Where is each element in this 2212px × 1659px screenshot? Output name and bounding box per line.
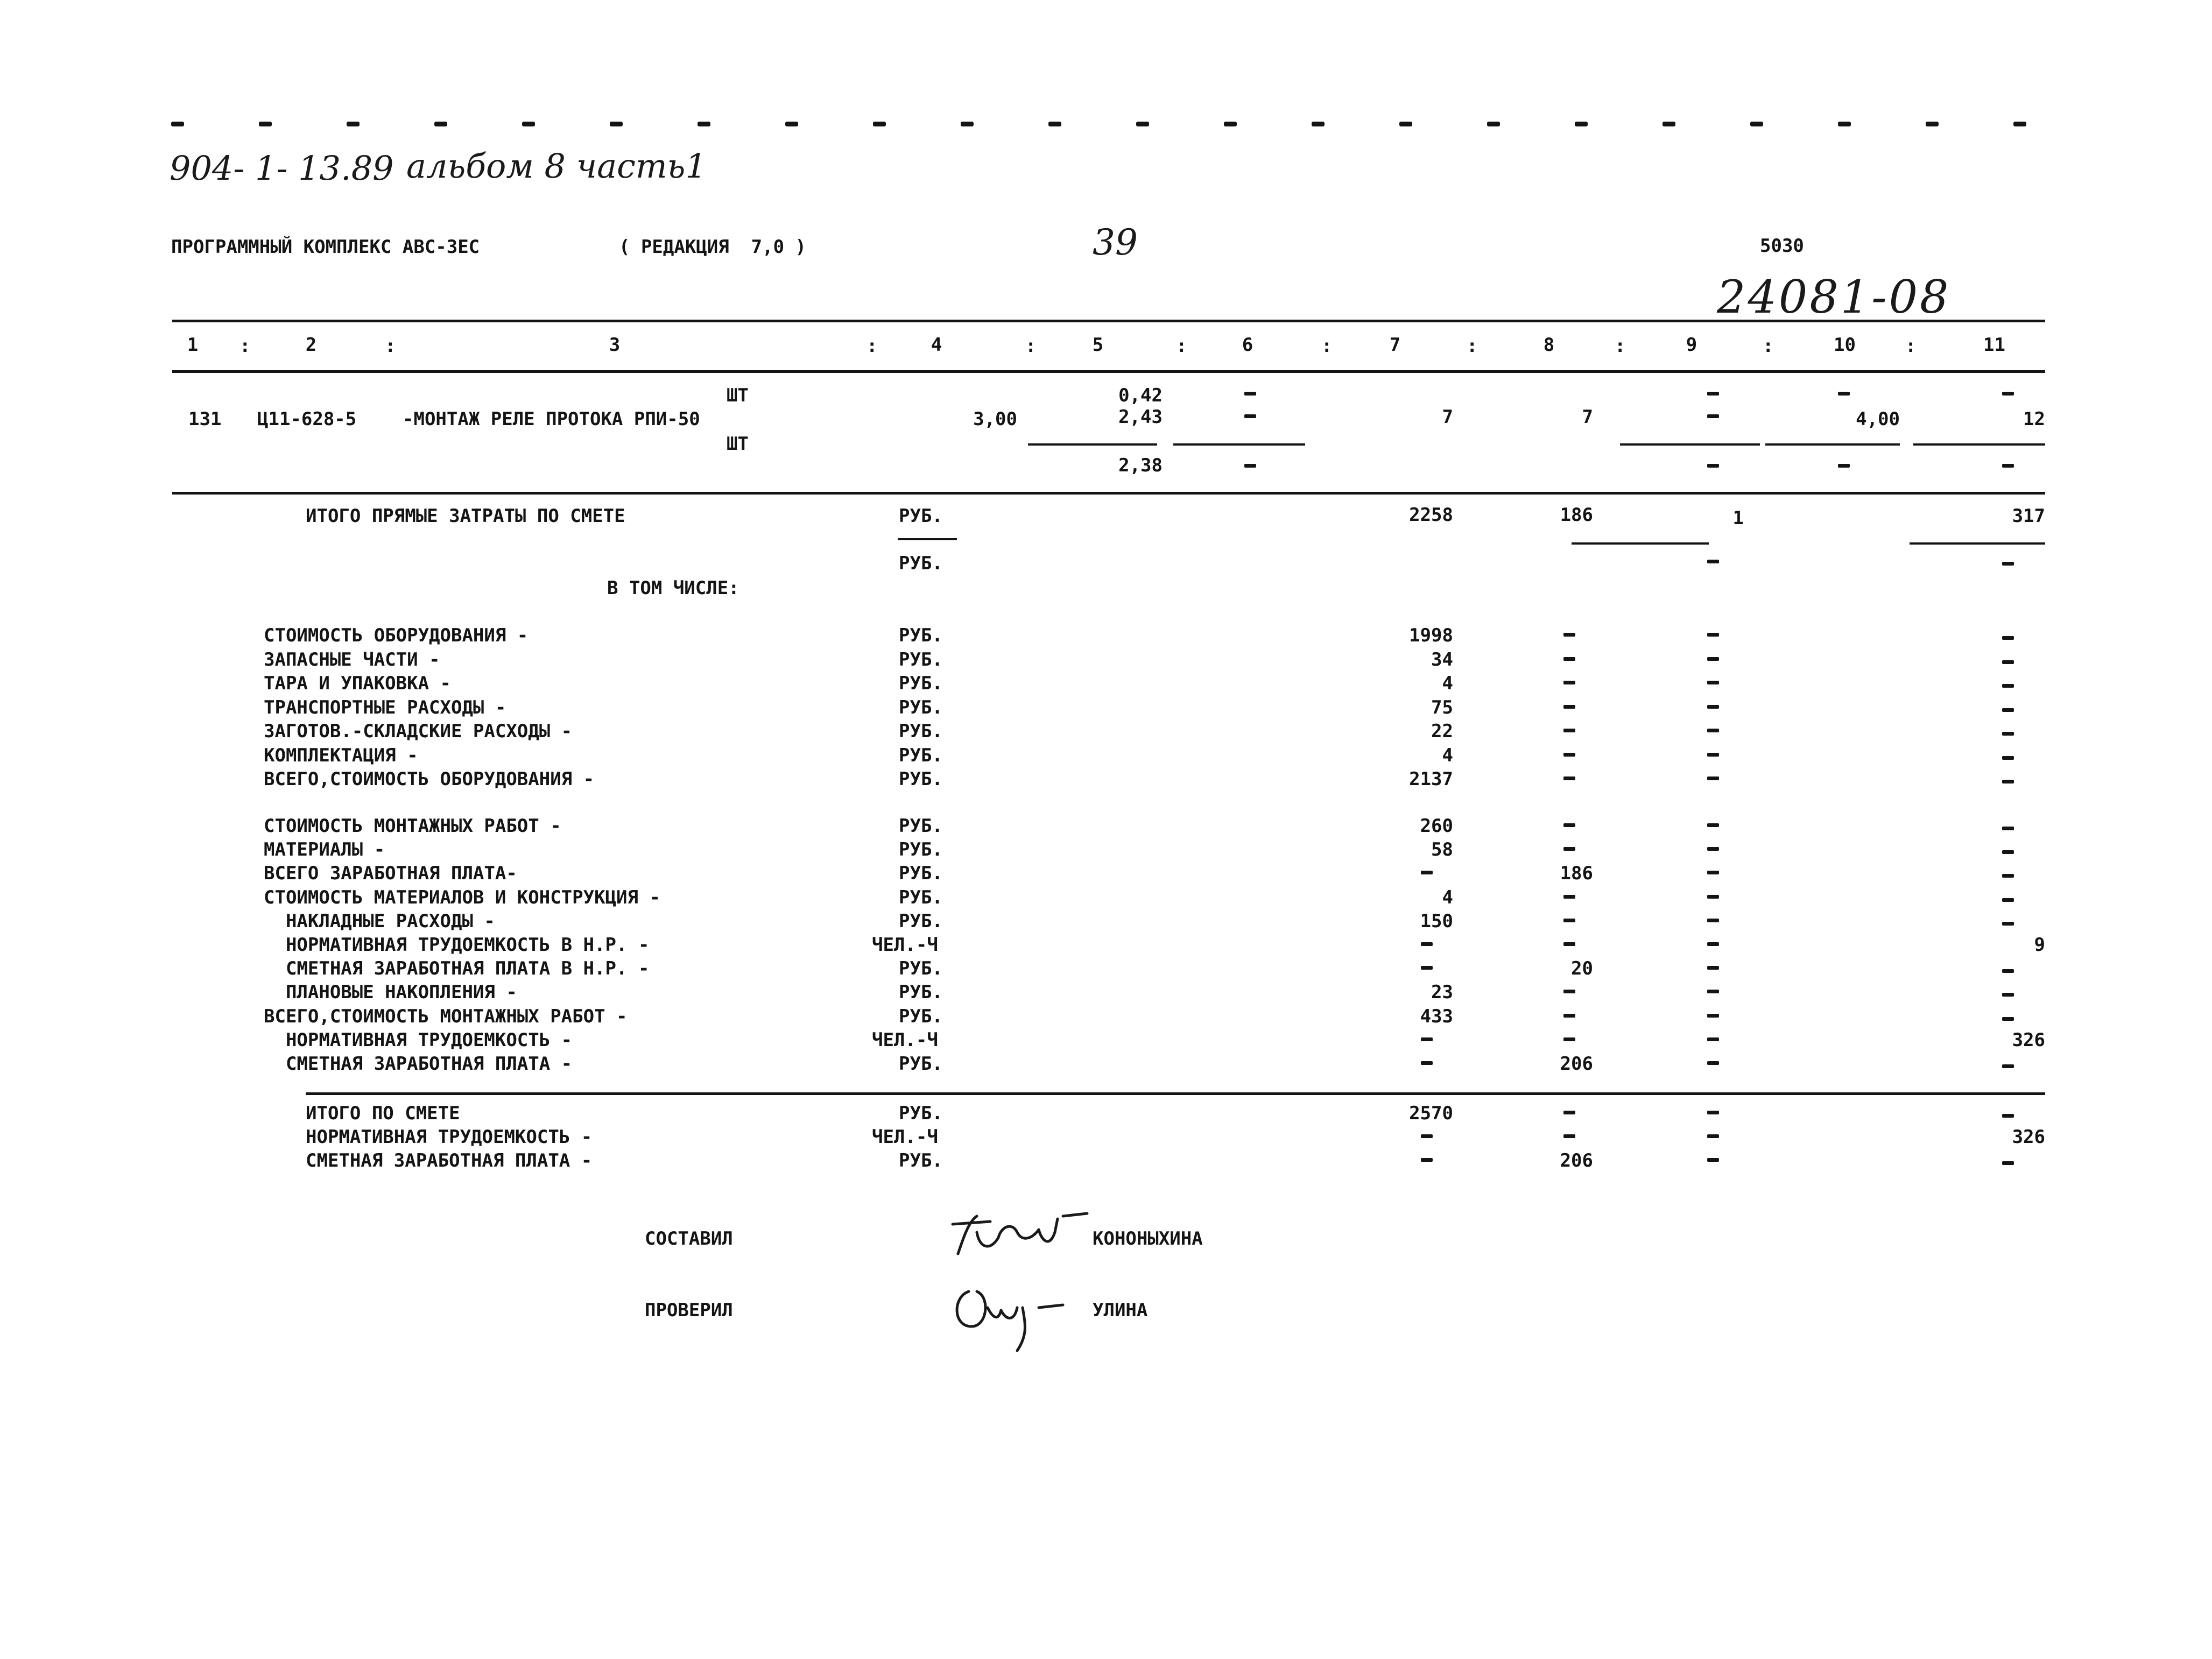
top-dash <box>1399 122 1412 126</box>
row-c9-dash <box>1707 681 1719 684</box>
row-c9-dash <box>1707 657 1719 661</box>
item-c10-dash <box>1838 392 1850 396</box>
row-unit: РУБ. <box>899 768 943 790</box>
top-dash <box>785 122 798 126</box>
row-c11-dash <box>2002 732 2014 736</box>
row-label: ИТОГО ПО СМЕТЕ <box>306 1103 460 1124</box>
row-c7: 23 <box>1431 982 1453 1004</box>
item-c5-mid: 2,43 <box>1118 406 1163 428</box>
handwritten-page-number: 39 <box>1093 222 1138 263</box>
row-c9-dash <box>1707 966 1719 970</box>
row-c8: 20 <box>1571 958 1593 980</box>
row-label: ТАРА И УПАКОВКА - <box>264 673 451 694</box>
including-label: В ТОМ ЧИСЛЕ: <box>607 577 739 599</box>
item-qty: 3,00 <box>973 408 1017 430</box>
row-c11-dash <box>2002 827 2014 830</box>
row-label: СТОИМОСТЬ МОНТАЖНЫХ РАБОТ - <box>264 815 561 837</box>
row-c8-dash <box>1563 633 1575 637</box>
row-unit: РУБ. <box>899 696 943 718</box>
section-rule-1 <box>172 492 2045 495</box>
row-label: ТРАНСПОРТНЫЕ РАСХОДЫ - <box>264 696 506 718</box>
top-dash <box>2013 122 2026 126</box>
row-c7-dash <box>1421 942 1433 946</box>
row-c11-dash <box>2002 660 2014 664</box>
row-c8-dash <box>1563 776 1575 780</box>
top-dash <box>1662 122 1675 126</box>
top-dash <box>347 122 360 126</box>
top-dash <box>698 122 710 126</box>
header-bottom-rule <box>172 370 2045 373</box>
top-dash <box>1575 122 1588 126</box>
direct-costs-c7: 2258 <box>1409 504 1453 526</box>
row-unit: РУБ. <box>899 839 943 861</box>
row-label: СМЕТНАЯ ЗАРАБОТНАЯ ПЛАТА В Н.Р. - <box>264 958 650 980</box>
column-header-3: 3 <box>609 334 621 356</box>
column-separator: : <box>385 335 396 357</box>
item-c10-dash <box>1838 464 1850 468</box>
row-unit: РУБ. <box>899 910 943 932</box>
row-unit: РУБ. <box>899 721 943 742</box>
row-c9-dash <box>1707 1037 1719 1041</box>
top-dash <box>873 122 886 126</box>
row-c11-dash <box>2002 708 2014 712</box>
row-c7: 433 <box>1420 1005 1453 1027</box>
item-c9-rule <box>1620 443 1760 446</box>
direct-costs-c8: 186 <box>1560 504 1593 526</box>
top-dash <box>434 122 447 126</box>
column-header-1: 1 <box>187 334 199 356</box>
row-label: ПЛАНОВЫЕ НАКОПЛЕНИЯ - <box>264 982 517 1004</box>
row-c8-dash <box>1563 942 1575 946</box>
column-separator: : <box>1763 335 1774 357</box>
row-label: НОРМАТИВНАЯ ТРУДОЕМКОСТЬ - <box>264 1029 573 1051</box>
row-c8-dash <box>1563 823 1575 827</box>
row-c9-dash <box>1707 753 1719 757</box>
row-c7: 58 <box>1431 839 1453 861</box>
top-dash <box>1224 122 1237 126</box>
item-c9-dash <box>1707 464 1719 468</box>
row-c11: 326 <box>2012 1126 2045 1148</box>
row-c9-dash <box>1707 1134 1719 1138</box>
item-code: Ц11-628-5 <box>257 408 357 430</box>
row-c11-dash <box>2002 1161 2014 1165</box>
top-dash <box>1838 122 1851 126</box>
item-name: -МОНТАЖ РЕЛЕ ПРОТОКА РПИ-50 <box>403 408 700 430</box>
row-c7: 4 <box>1442 886 1453 908</box>
row-c9-dash <box>1707 729 1719 732</box>
item-c5-bottom: 2,38 <box>1118 455 1163 476</box>
row-c11: 9 <box>2034 934 2045 956</box>
row-unit: РУБ. <box>899 958 943 980</box>
row-c9-dash <box>1707 990 1719 993</box>
row-c8-dash <box>1563 990 1575 993</box>
row-c7: 2137 <box>1409 768 1453 790</box>
row-c11-dash <box>2002 636 2014 640</box>
row-c11-dash <box>2002 993 2014 997</box>
row-unit: РУБ. <box>899 1150 943 1171</box>
row-unit: РУБ. <box>899 886 943 908</box>
row-c9-dash <box>1707 871 1719 874</box>
direct-costs-c8-rule <box>1572 542 1709 545</box>
row-c8-dash <box>1563 705 1575 709</box>
item-unit-top: ШТ <box>727 385 749 406</box>
row-unit: РУБ. <box>899 673 943 694</box>
item-c9-dash <box>1707 414 1719 418</box>
top-dash <box>1926 122 1939 126</box>
row-c8-dash <box>1563 1014 1575 1018</box>
row-unit: РУБ. <box>899 1103 943 1124</box>
row-label: СТОИМОСТЬ ОБОРУДОВАНИЯ - <box>264 625 529 646</box>
item-c10-rule <box>1765 443 1900 446</box>
handwritten-album-ref: 904- 1- 13.89 <box>170 149 394 188</box>
row-c9-dash <box>1707 1111 1719 1114</box>
row-c11-dash <box>2002 1017 2014 1021</box>
row-unit: РУБ. <box>899 1053 943 1075</box>
item-number: 131 <box>188 408 222 430</box>
column-separator: : <box>1176 335 1187 357</box>
top-dash <box>1487 122 1500 126</box>
row-unit: ЧЕЛ.-Ч <box>872 1126 938 1148</box>
column-header-11: 11 <box>1983 334 2005 356</box>
top-dash <box>1048 122 1061 126</box>
item-c6-rule <box>1173 443 1305 446</box>
row-unit: РУБ. <box>899 744 943 766</box>
direct-costs-unit2: РУБ. <box>899 553 943 574</box>
column-header-6: 6 <box>1242 334 1253 356</box>
direct-costs-c11-rule <box>1910 542 2045 545</box>
totals-rule <box>306 1092 2045 1095</box>
item-c7: 7 <box>1442 406 1453 428</box>
row-c8: 206 <box>1560 1150 1593 1171</box>
handwritten-album-note: альбом 8 часть1 <box>406 146 707 186</box>
row-c8-dash <box>1563 1037 1575 1041</box>
row-c9-dash <box>1707 1158 1719 1162</box>
row-label: ЗАПАСНЫЕ ЧАСТИ - <box>264 648 440 670</box>
item-c5-rule <box>1028 443 1157 446</box>
row-c11-dash <box>2002 969 2014 973</box>
item-c6-dash <box>1244 392 1256 396</box>
row-label: КОМПЛЕКТАЦИЯ - <box>264 744 418 766</box>
direct-costs-c11: 317 <box>2012 505 2045 527</box>
top-dash <box>522 122 535 126</box>
program-title: ПРОГРАММНЫЙ КОМПЛЕКС АВС-3ЕС <box>171 236 480 258</box>
row-c8-dash <box>1563 657 1575 661</box>
row-c11-dash <box>2002 874 2014 878</box>
row-c9-dash <box>1707 919 1719 922</box>
row-c11-dash <box>2002 780 2014 783</box>
row-unit: РУБ. <box>899 648 943 670</box>
item-c10: 4,00 <box>1856 408 1900 430</box>
row-c8-dash <box>1563 681 1575 684</box>
row-c7-dash <box>1421 1061 1433 1065</box>
item-c6-dash <box>1244 464 1256 468</box>
row-unit: РУБ. <box>899 815 943 837</box>
row-label: СМЕТНАЯ ЗАРАБОТНАЯ ПЛАТА - <box>264 1053 573 1075</box>
row-c11-dash <box>2002 922 2014 926</box>
row-label: НОРМАТИВНАЯ ТРУДОЕМКОСТЬ В Н.Р. - <box>264 934 650 956</box>
row-c7: 150 <box>1420 910 1453 932</box>
row-c7: 4 <box>1442 673 1453 694</box>
row-c11-dash <box>2002 684 2014 688</box>
column-header-5: 5 <box>1092 334 1104 356</box>
row-unit: РУБ. <box>899 1005 943 1027</box>
row-label: ВСЕГО ЗАРАБОТНАЯ ПЛАТА- <box>264 863 517 885</box>
row-c9-dash <box>1707 776 1719 780</box>
column-separator: : <box>1467 335 1478 357</box>
column-separator: : <box>1615 335 1626 357</box>
top-dash <box>259 122 272 126</box>
row-unit: ЧЕЛ.-Ч <box>872 1029 938 1051</box>
row-label: НОРМАТИВНАЯ ТРУДОЕМКОСТЬ - <box>306 1126 593 1148</box>
item-c8: 7 <box>1582 406 1593 428</box>
handwritten-doc-number: 24081-08 <box>1717 271 1951 323</box>
row-c9-dash <box>1707 1061 1719 1065</box>
top-dash <box>1312 122 1325 126</box>
row-c11-dash <box>2002 1064 2014 1068</box>
doc-code: 5030 <box>1760 235 1804 257</box>
row-c7: 1998 <box>1409 625 1453 646</box>
row-c9-dash <box>1707 705 1719 709</box>
row-unit: РУБ. <box>899 863 943 885</box>
row-c9-dash <box>1707 823 1719 827</box>
row-c7-dash <box>1421 966 1433 970</box>
column-separator: : <box>867 335 878 357</box>
compiled-signature <box>947 1200 1093 1270</box>
row-c8: 206 <box>1560 1053 1593 1075</box>
compiled-name: КОНОНЫХИНА <box>1093 1228 1203 1249</box>
column-header-10: 10 <box>1834 334 1856 356</box>
row-c7-dash <box>1421 1037 1433 1041</box>
item-c5-top: 0,42 <box>1118 385 1163 406</box>
row-c7: 22 <box>1431 721 1453 742</box>
row-c7: 4 <box>1442 744 1453 766</box>
row-c11-dash <box>2002 756 2014 760</box>
checked-label: ПРОВЕРИЛ <box>645 1300 733 1321</box>
row-c11-dash <box>2002 1114 2014 1118</box>
row-c9-dash <box>1707 633 1719 637</box>
row-c8-dash <box>1563 1134 1575 1138</box>
item-c11-rule <box>1913 443 2045 446</box>
direct-costs-unit-rule <box>898 538 957 540</box>
column-separator: : <box>239 335 251 357</box>
row-label: ВСЕГО,СТОИМОСТЬ ОБОРУДОВАНИЯ - <box>264 768 595 790</box>
row-c7: 34 <box>1431 648 1453 670</box>
row-c8-dash <box>1563 1111 1575 1114</box>
row-unit: РУБ. <box>899 982 943 1004</box>
row-label: СТОИМОСТЬ МАТЕРИАЛОВ И КОНСТРУКЦИЯ - <box>264 886 660 908</box>
row-label: ВСЕГО,СТОИМОСТЬ МОНТАЖНЫХ РАБОТ - <box>264 1005 628 1027</box>
checked-signature <box>947 1275 1087 1356</box>
top-dash <box>1750 122 1763 126</box>
direct-costs-c9: 1 <box>1732 507 1744 529</box>
item-c11: 12 <box>2023 408 2045 430</box>
row-c11-dash <box>2002 898 2014 902</box>
top-dash <box>1136 122 1149 126</box>
row-c9-dash <box>1707 895 1719 899</box>
row-c9-dash <box>1707 1014 1719 1018</box>
column-header-4: 4 <box>931 334 942 356</box>
row-unit: ЧЕЛ.-Ч <box>872 934 938 956</box>
column-separator: : <box>1905 335 1917 357</box>
row-c8-dash <box>1563 729 1575 732</box>
top-dash <box>171 122 184 126</box>
row-label: НАКЛАДНЫЕ РАСХОДЫ - <box>264 910 495 932</box>
item-c11-dash <box>2002 464 2014 468</box>
row-c7: 2570 <box>1409 1103 1453 1124</box>
row-unit: РУБ. <box>899 625 943 646</box>
direct-costs-c11-dash <box>2002 562 2014 566</box>
program-edition: ( РЕДАКЦИЯ 7,0 ) <box>619 236 806 258</box>
checked-name: УЛИНА <box>1093 1300 1148 1321</box>
direct-costs-c9-dash <box>1707 560 1719 563</box>
item-c9-dash <box>1707 392 1719 396</box>
row-c7-dash <box>1421 871 1433 874</box>
row-c7-dash <box>1421 1134 1433 1138</box>
top-dash <box>610 122 623 126</box>
top-dash <box>961 122 974 126</box>
column-header-2: 2 <box>305 334 317 356</box>
item-c11-dash <box>2002 392 2014 396</box>
row-c7: 75 <box>1431 696 1453 718</box>
row-c7: 260 <box>1420 815 1453 837</box>
row-label: ЗАГОТОВ.-СКЛАДСКИЕ РАСХОДЫ - <box>264 721 573 742</box>
item-c6-dash <box>1244 414 1256 418</box>
row-label: СМЕТНАЯ ЗАРАБОТНАЯ ПЛАТА - <box>306 1150 593 1171</box>
direct-costs-unit: РУБ. <box>899 505 943 527</box>
header-top-rule <box>172 320 2045 322</box>
row-c8-dash <box>1563 847 1575 851</box>
direct-costs-label: ИТОГО ПРЯМЫЕ ЗАТРАТЫ ПО СМЕТЕ <box>306 505 625 527</box>
row-c8: 186 <box>1560 863 1593 885</box>
row-c7-dash <box>1421 1158 1433 1162</box>
column-header-9: 9 <box>1686 334 1697 356</box>
column-separator: : <box>1321 335 1333 357</box>
compiled-label: СОСТАВИЛ <box>645 1228 733 1249</box>
item-unit-bottom: ШТ <box>727 433 749 455</box>
row-c11: 326 <box>2012 1029 2045 1051</box>
row-c8-dash <box>1563 919 1575 922</box>
row-label: МАТЕРИАЛЫ - <box>264 839 385 861</box>
row-c11-dash <box>2002 850 2014 854</box>
column-header-8: 8 <box>1543 334 1555 356</box>
row-c9-dash <box>1707 942 1719 946</box>
column-separator: : <box>1025 335 1037 357</box>
row-c9-dash <box>1707 847 1719 851</box>
row-c8-dash <box>1563 753 1575 757</box>
row-c8-dash <box>1563 895 1575 899</box>
column-header-7: 7 <box>1389 334 1401 356</box>
